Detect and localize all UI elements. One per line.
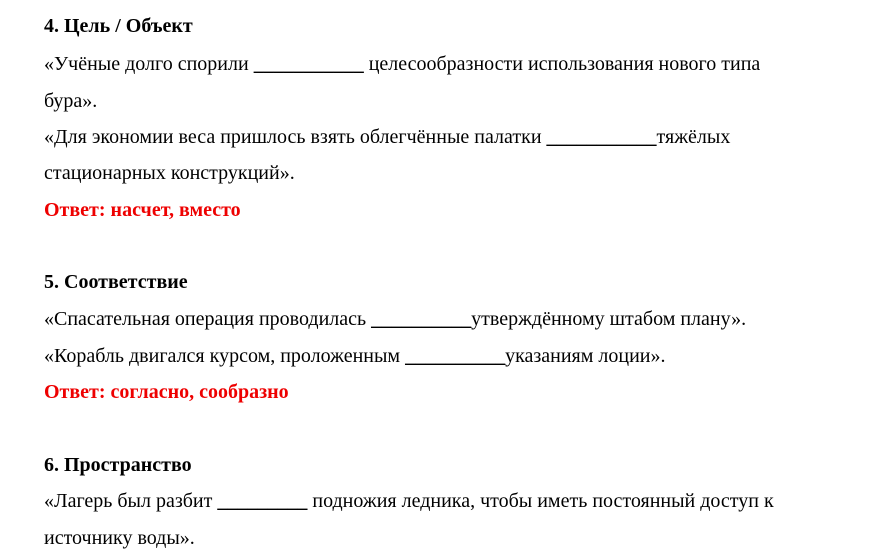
sentence-text: «Учёные долго спорили xyxy=(44,53,254,75)
section-4-sentence-2-line-2: стационарных конструкций». xyxy=(44,162,295,184)
section-6-heading: 6. Пространство xyxy=(44,454,192,476)
sentence-text: тяжёлых xyxy=(656,126,731,148)
sentence-text: утверждённому штабом плану». xyxy=(471,308,747,330)
section-5-answer: Ответ: согласно, сообразно xyxy=(44,381,289,403)
section-4-answer: Ответ: насчет, вместо xyxy=(44,199,241,221)
section-4-sentence-1-line-2: бура». xyxy=(44,90,98,112)
section-4-sentence-1-line-1 xyxy=(44,52,760,76)
sentence-text: «Корабль двигался курсом, проложенным xyxy=(44,345,406,367)
section-5-heading: 5. Соответствие xyxy=(44,271,188,293)
answer-blank: __________ xyxy=(405,345,506,367)
sentence-text: целесообразности использования нового типа xyxy=(363,53,761,75)
answer-blank: ___________ xyxy=(253,53,364,75)
section-4-heading: 4. Цель / Объект xyxy=(44,15,193,37)
sentence-text: «Лагерь был разбит xyxy=(44,490,218,512)
section-4-sentence-2-line-1 xyxy=(44,125,730,149)
sentence-text: «Спасательная операция проводилась xyxy=(44,308,372,330)
sentence-text: указаниям лоции». xyxy=(505,345,666,367)
sentence-text: «Для экономии веса пришлось взять облегчённые палатки xyxy=(44,126,547,148)
section-6-sentence-1-line-2: источнику воды». xyxy=(44,527,195,549)
section-6-sentence-1-line-1 xyxy=(44,489,774,513)
section-5-sentence-2 xyxy=(44,344,666,368)
answer-blank: _________ xyxy=(217,490,308,512)
answer-blank: __________ xyxy=(371,308,472,330)
answer-blank: ___________ xyxy=(546,126,657,148)
section-5-sentence-1 xyxy=(44,307,746,331)
sentence-text: подножия ледника, чтобы иметь постоянный доступ к xyxy=(307,490,774,512)
